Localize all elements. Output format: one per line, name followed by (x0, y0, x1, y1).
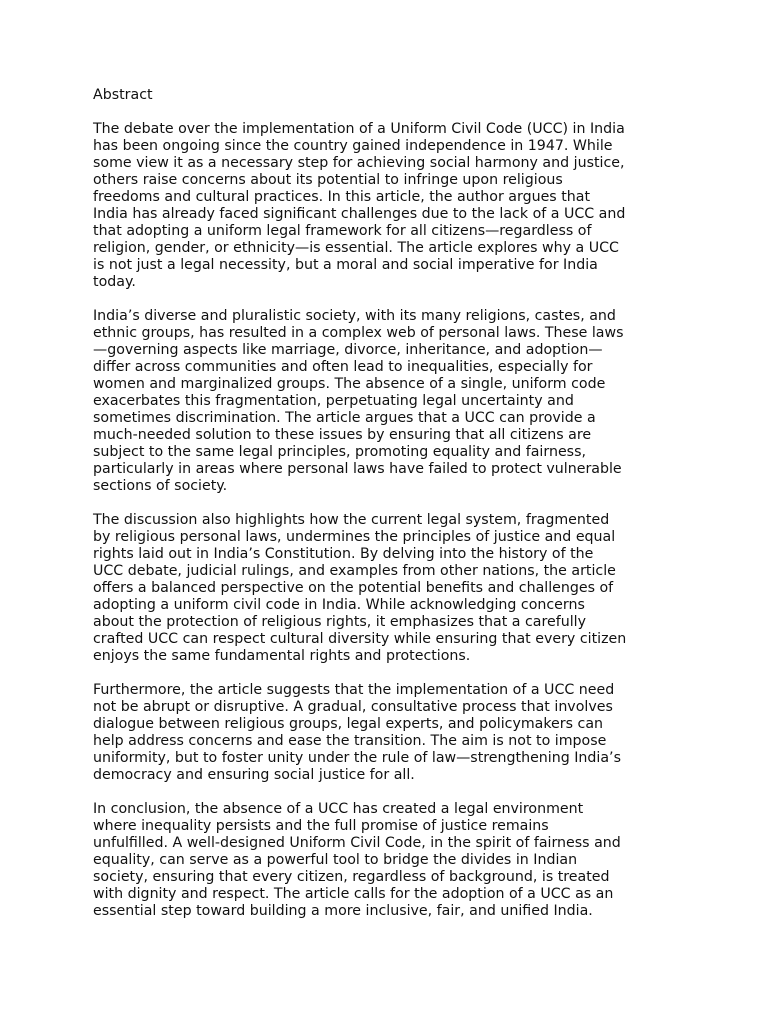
paragraph (93, 121, 693, 291)
text-line: UCC debate, judicial rulings, and examples from other nations, the article (93, 563, 616, 579)
text-line: has been ongoing since the country gained independence in 1947. While (93, 138, 613, 154)
text-line: democracy and ensuring social justice for all. (93, 767, 415, 783)
text-line: sections of society. (93, 478, 228, 494)
text-line: others raise concerns about its potential to infringe upon religious (93, 172, 563, 188)
text-line: The debate over the implementation of a Uniform Civil Code (UCC) in India (93, 121, 625, 137)
text-line: India has already faced significant challenges due to the lack of a UCC and (93, 206, 626, 222)
text-line: enjoys the same fundamental rights and protections. (93, 648, 471, 664)
text-line: In conclusion, the absence of a UCC has created a legal environment (93, 801, 584, 817)
text-line: crafted UCC can respect cultural diversity while ensuring that every citizen (93, 631, 627, 647)
abstract-body (93, 121, 693, 920)
text-line: Furthermore, the article suggests that the implementation of a UCC need (93, 682, 615, 698)
document-page (93, 87, 693, 937)
text-line: that adopting a uniform legal framework for all citizens—regardless of (93, 223, 592, 239)
text-line: some view it as a necessary step for achieving social harmony and justice, (93, 155, 625, 171)
text-line: adopting a uniform civil code in India. While acknowledging concerns (93, 597, 585, 613)
text-line: much-needed solution to these issues by ensuring that all citizens are (93, 427, 592, 443)
text-line: exacerbates this fragmentation, perpetuating legal uncertainty and (93, 393, 574, 409)
text-line: where inequality persists and the full promise of justice remains (93, 818, 549, 834)
text-line: today. (93, 274, 136, 290)
text-line: particularly in areas where personal laws have failed to protect vulnerable (93, 461, 622, 477)
paragraph (93, 512, 693, 665)
text-line: —governing aspects like marriage, divorce, inheritance, and adoption— (93, 342, 603, 358)
text-line: equality, can serve as a powerful tool to bridge the divides in Indian (93, 852, 578, 868)
text-line: rights laid out in India’s Constitution. By delving into the history of the (93, 546, 594, 562)
text-line: ethnic groups, has resulted in a complex web of personal laws. These laws (93, 325, 624, 341)
text-line: subject to the same legal principles, promoting equality and fairness, (93, 444, 586, 460)
text-line: by religious personal laws, undermines the principles of justice and equal (93, 529, 616, 545)
text-line: sometimes discrimination. The article argues that a UCC can provide a (93, 410, 596, 426)
text-line: freedoms and cultural practices. In this article, the author argues that (93, 189, 591, 205)
abstract-heading: Abstract (93, 87, 153, 103)
text-line: religion, gender, or ethnicity—is essential. The article explores why a UCC (93, 240, 619, 256)
text-line: about the protection of religious rights, it emphasizes that a carefully (93, 614, 587, 630)
paragraph (93, 682, 693, 784)
text-line: society, ensuring that every citizen, regardless of background, is treated (93, 869, 610, 885)
text-line: women and marginalized groups. The absence of a single, uniform code (93, 376, 606, 392)
text-line: differ across communities and often lead to inequalities, especially for (93, 359, 593, 375)
paragraph (93, 308, 693, 495)
paragraph (93, 801, 693, 920)
text-line: India’s diverse and pluralistic society, with its many religions, castes, and (93, 308, 616, 324)
text-line: is not just a legal necessity, but a moral and social imperative for India (93, 257, 598, 273)
text-line: not be abrupt or disruptive. A gradual, consultative process that involves (93, 699, 613, 715)
text-line: unfulfilled. A well-designed Uniform Civil Code, in the spirit of fairness and (93, 835, 621, 851)
text-line: help address concerns and ease the transition. The aim is not to impose (93, 733, 607, 749)
text-line: essential step toward building a more inclusive, fair, and unified India. (93, 903, 593, 919)
text-line: with dignity and respect. The article calls for the adoption of a UCC as an (93, 886, 614, 902)
text-line: offers a balanced perspective on the potential benefits and challenges of (93, 580, 614, 596)
text-line: The discussion also highlights how the current legal system, fragmented (93, 512, 610, 528)
text-line: dialogue between religious groups, legal experts, and policymakers can (93, 716, 604, 732)
text-line: uniformity, but to foster unity under the rule of law—strengthening India’s (93, 750, 621, 766)
